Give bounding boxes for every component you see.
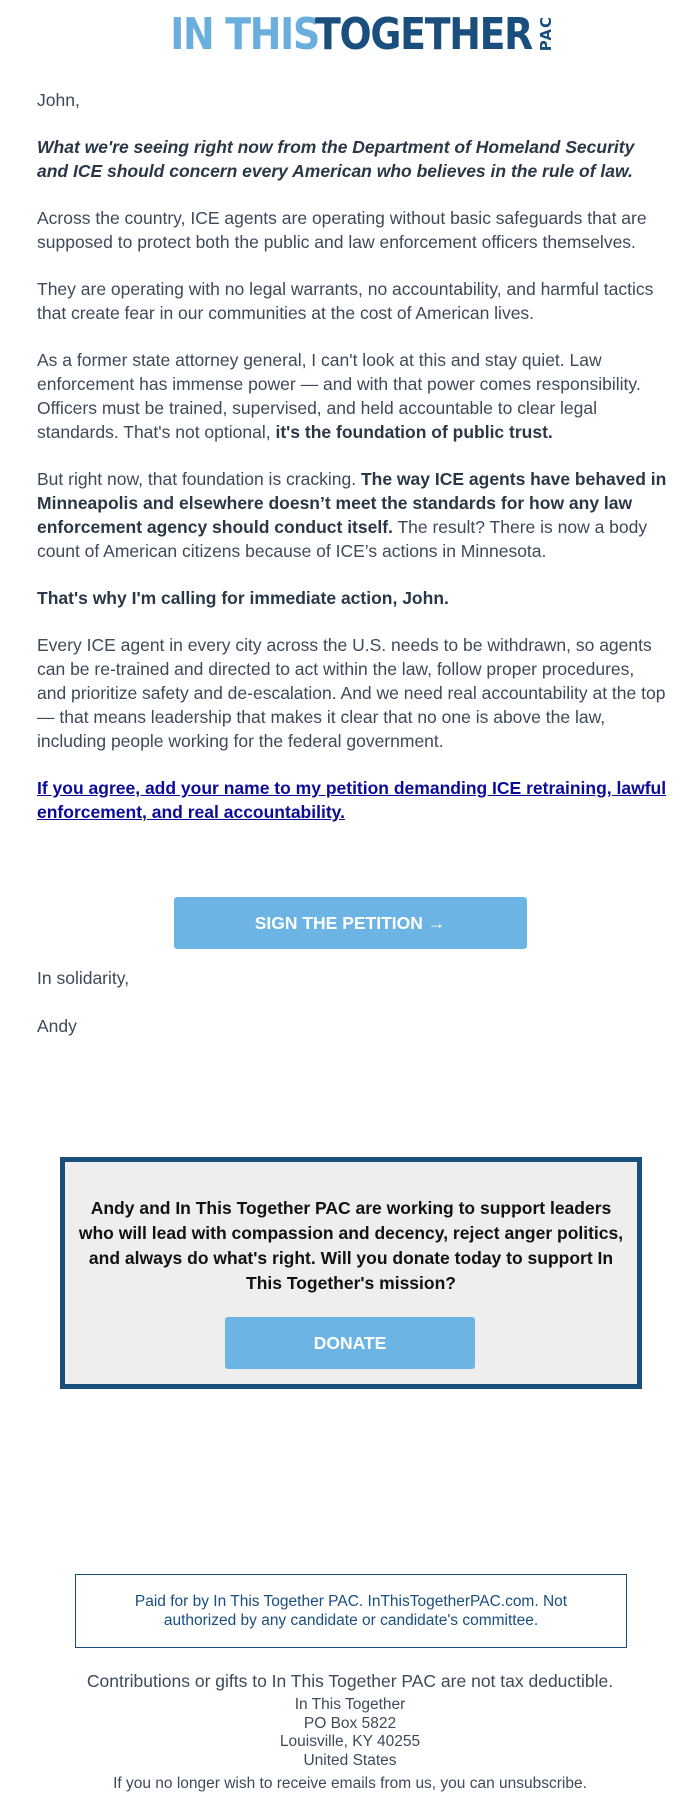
unsubscribe-line (0, 1775, 700, 1793)
paragraph-4-text: But right now, that foundation is cracking. (37, 469, 361, 489)
closing: In solidarity, (37, 968, 130, 988)
address-line: United States (303, 1751, 397, 1769)
unsubscribe-period: . (582, 1775, 587, 1792)
call-to-action-heading: That's why I'm calling for immediate action, John. (37, 588, 449, 608)
donate-appeal-text: Andy and In This Together PAC are working to support leaders who will lead with compassion and decency, reject anger politics, and always do what's right. Will you donate today to support In This Together's mission? (78, 1198, 624, 1293)
paragraph-4-text-end: The result? There is now a body count of American citizens because of ICE’s actions in Minnesota. (37, 517, 648, 561)
petition-link-paragraph (37, 776, 667, 824)
donate-button[interactable]: DONATE (225, 1317, 475, 1369)
paragraph-3-text: As a former state attorney general, I can't look at this and stay quiet. Law enforcement has immense power — and with that power comes responsibility. Officers must be trained, supervised, and held accountable to clear legal standards. That's not optional, (37, 350, 641, 442)
paragraph-6: Every ICE agent in every city across the U.S. needs to be withdrawn, so agents can be re-trained and directed to act within the law, follow proper procedures, and prioritize safety and de-escalation. And we need real accountability at the top — that means leadership that makes it clear that no one is above the law, including people working for the federal government. (37, 635, 666, 751)
logo-text-pac: PAC (536, 16, 555, 52)
unsubscribe-text: If you no longer wish to receive emails from us, you can (113, 1775, 500, 1792)
address-line: In This Together (294, 1696, 406, 1713)
logo-text-together: TOGETHER (315, 8, 533, 60)
mailing-address (0, 1696, 700, 1770)
paid-for-disclaimer (75, 1574, 627, 1648)
petition-button-wrapper (0, 897, 700, 949)
paragraph-4 (37, 467, 667, 563)
paragraph-1: Across the country, ICE agents are operating without basic safeguards that are supposed to protect both the public and law enforcement officers themselves. (37, 208, 647, 252)
paragraph-4-bold: The way ICE agents have behaved in Minneapolis and elsewhere doesn’t meet the standards for how any law enforcement agency should conduct itself. (37, 469, 667, 537)
petition-link[interactable]: If you agree, add your name to my petition demanding ICE retraining, lawful enforcement, and real accountability. (37, 778, 667, 822)
unsubscribe-link[interactable]: unsubscribe (499, 1775, 583, 1792)
logo-wordmark (146, 9, 553, 60)
signature: Andy (37, 1016, 77, 1036)
paragraph-5 (37, 586, 667, 610)
donate-box (60, 1157, 642, 1389)
pac-logo (0, 6, 700, 62)
paragraph-2: They are operating with no legal warrants, no accountability, and harmful tactics that create fear in our communities at the cost of American lives. (37, 279, 654, 323)
headline: What we're seeing right now from the Department of Homeland Security and ICE should concern every American who believes in the rule of law. (37, 137, 635, 181)
email-body (37, 88, 667, 847)
paragraph-3 (37, 348, 667, 444)
address-line: PO Box 5822 (303, 1714, 397, 1732)
paragraph-3-bold: it's the foundation of public trust. (275, 422, 553, 442)
greeting: John, (37, 90, 80, 110)
paid-for-text: Paid for by In This Together PAC. InThisTogetherPAC.com. Not authorized by any candidate or candidate's committee. (134, 1593, 568, 1629)
logo-text-in-this: IN THIS (170, 8, 320, 60)
address-line: Louisville, KY 40255 (279, 1733, 421, 1750)
sign-petition-button[interactable]: SIGN THE PETITION → (174, 897, 527, 949)
tax-note: Contributions or gifts to In This Together PAC are not tax deductible. (86, 1671, 614, 1691)
